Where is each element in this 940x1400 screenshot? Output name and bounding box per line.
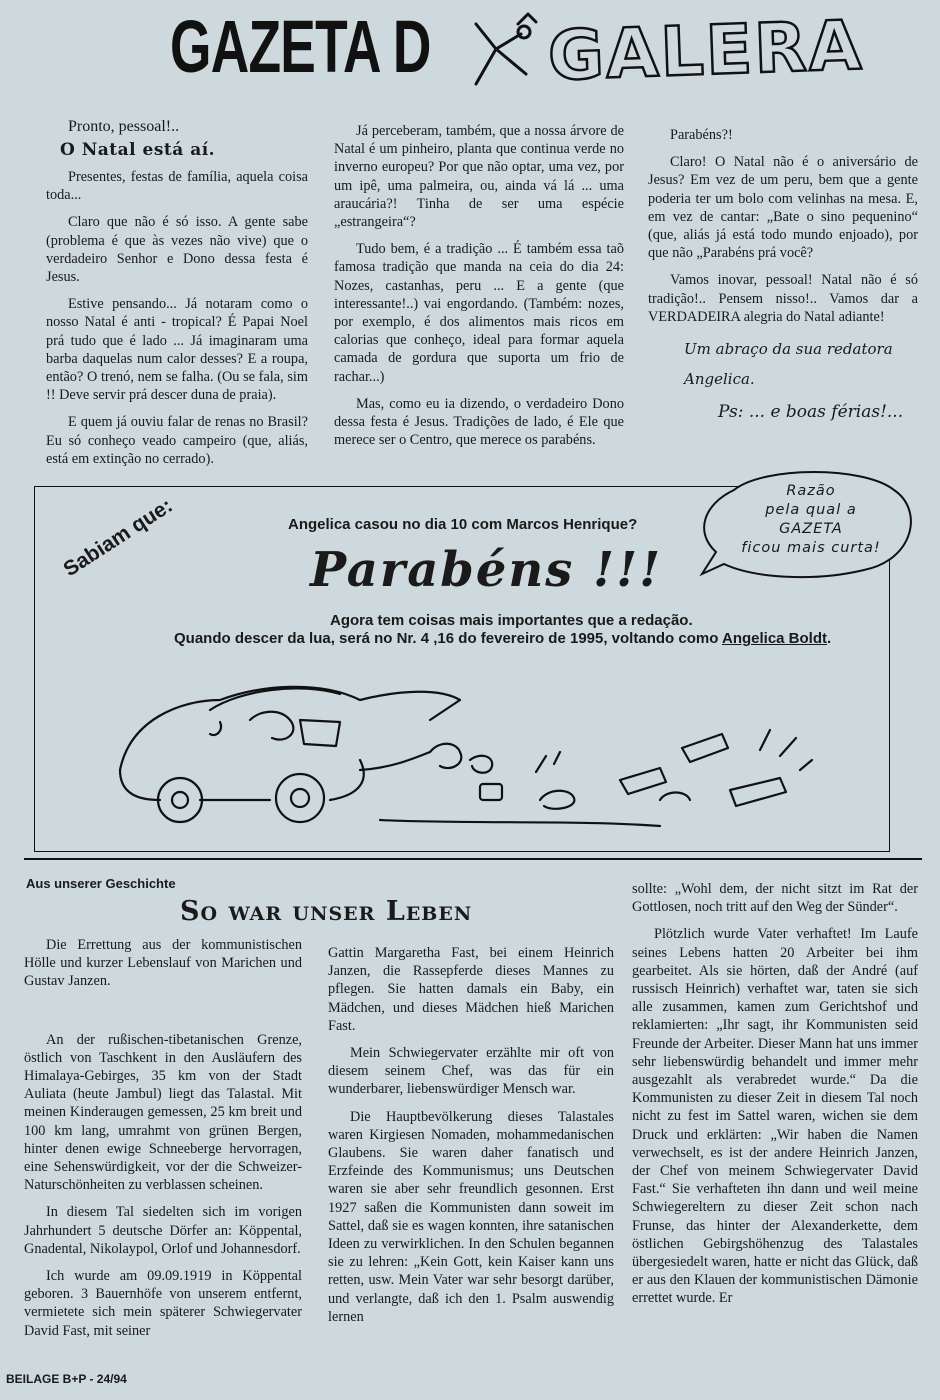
- paragraph: Vamos inovar, pessoal! Natal não é só tradição!.. Pensem nisso!.. Vamos dar a VERDADEIRA alegria do Natal adiante!: [648, 272, 918, 325]
- paragraph: Parabéns?!: [670, 127, 733, 143]
- bubble-line: GAZETA: [779, 521, 843, 537]
- section-tag: Aus unserer Geschichte: [26, 876, 176, 891]
- masthead-title-right: GALERA: [546, 6, 865, 97]
- bubble-line: Razão: [786, 483, 836, 499]
- masthead: [170, 4, 865, 104]
- paragraph: Ich wurde am 09.09.1919 in Köppental geboren. 3 Bauernhöfe von unserem entfernt, vermietete sich mein späterer Schwiegervater David Fast, mit seiner: [24, 1268, 302, 1339]
- paragraph: Plötzlich wurde Vater verhaftet! Im Laufe seines Lebens hatten 20 Arbeiter bei ihm gearbeitet. Als sie hörten, daß der André (auf russisch Heinrich) verhaftet war, taten sie sich alle zusammen, kamen zum Gerichtshof und reklamierten: „Ihr sagt, ihr Kommunisten seid Freunde der Arbeiter. Dieser Mann hat uns immer sehr liebenswürdig behandelt und immer mehr ausgezahlt als verabredet wurde.“ Da die Kommunisten zu dieser Zeit in diesem Tal noch nicht zu fest im Sattel waren, wichen sie dem Druck und erklärten: „Wir haben die Namen verwechselt, es ist der andere Heinrich Janzen, der Chef von meinem Schwiegervater David Fast.“ Sie verhafteten ihn dann und weil meine Schwiegereltern zu dieser Zeit schon nach Frunse, das hinter der Alexanderkette, dem östlichen Gebirgshöhenzug des Talastales übergesiedelt waren, hatte er nicht das Glück, daß er aus den Klauen der kommunistischen Dämonie errettet wurde. Er: [632, 926, 918, 1307]
- article-intro: Die Errettung aus der kommunistischen Hölle und kurzer Lebenslauf von Marichen und Gustav Janzen.: [24, 937, 302, 990]
- paragraph: In diesem Tal siedelten sich im vorigen Jahrhundert 5 deutsche Dörfer an: Köppental, Gnadental, Nikolaypol, Orlof und Johannesdorf.: [24, 1204, 302, 1257]
- de-column-1: [24, 936, 302, 1349]
- car-cartoon-illustration: [100, 660, 820, 840]
- greeting: Pronto, pessoal!..: [68, 118, 180, 135]
- section-divider: [24, 858, 922, 860]
- page-footer: BEILAGE B+P - 24/94: [6, 1372, 127, 1386]
- pt-column-1: [46, 118, 308, 477]
- paragraph: Gattin Margaretha Fast, bei einem Heinrich Janzen, die Rassepferde dieses Mannes zu pflegen. Sie hatten damals ein Baby, ein Mädchen, und dieses Mädchen hieß Marichen Fast.: [328, 945, 614, 1034]
- paragraph: Tudo bem, é a tradição ... É também essa taõ famosa tradição que manda na ceia do dia 24: Nozes, castanhas, peru ... E a gente (que interessante!..) vai engordando. (Também: nozes, por exemplo, é dos alimentos mais ricos em calorias que conheço, ideal para formar aquela camada de gordura que suporta um frio de rachar...): [334, 241, 624, 385]
- paragraph: Presentes, festas de família, aquela coisa toda...: [46, 169, 308, 204]
- signature-line: Um abraço da sua redatora: [684, 340, 893, 359]
- notice-line-1: Angelica casou no dia 10 com Marcos Henrique?: [288, 516, 638, 533]
- bubble-line: ficou mais curta!: [741, 540, 881, 556]
- notice-name: Angelica Boldt: [721, 630, 827, 647]
- cartoon-face-icon: [466, 4, 546, 94]
- bubble-text: [716, 482, 906, 558]
- de-column-3: [632, 880, 918, 1317]
- pt-column-3: [648, 126, 918, 422]
- paragraph: Já perceberam, também, que a nossa árvore de Natal é um pinheiro, planta que continua verde no inverno europeu? Por que não optar, uma vez, por um ipê, uma palmeira, ou, ainda vá lá ... uma araucária?! Tinha de ser uma espécie „estrangeira“?: [334, 123, 624, 231]
- bubble-line: pela qual a: [765, 502, 857, 518]
- paragraph: Estive pensando... Já notaram como o nosso Natal é anti - tropical? É Papai Noel prá tudo que é lado ... Já imaginaram uma barba daquelas num calor desses? E a roupa, então? O trenó, nem se falha. (Ou se fala, sim !! Deve servir prá descer duna de praia).: [46, 296, 308, 404]
- paragraph: Claro que não é só isso. A gente sabe (problema é que às vezes não vive) que o verdadeiro Senhor e Dono dessa festa é Jesus.: [46, 214, 308, 286]
- notice-line-3-end: .: [827, 630, 832, 647]
- notice-line-3-text: Quando descer da lua, será no Nr. 4 ,16 do fevereiro de 1995, voltando como: [174, 630, 719, 647]
- de-column-2: [328, 944, 614, 1335]
- article-headline: So war unser Leben: [180, 896, 473, 927]
- paragraph: E quem já ouviu falar de renas no Brasil? Eu só conheço veado campeiro (que, aliás, está em extinção no cerrado).: [46, 414, 308, 467]
- masthead-title-left: GAZETA D: [170, 5, 431, 88]
- paragraph: An der rußischen-tibetanischen Grenze, östlich von Taschkent in den Ausläufern des Himalaya-Gebirges, 35 km von der Stadt Auliata (heute Jambul) liegt das Talastal. Mit meinen Kinderaugen gemessen, 25 km breit und 100 km lang, umrahmt von grünen Bergen, hinter denen ewige Schneeberge hervorragen, eine Sehenswürdigkeit, vor der die Schweizer-Naturschönheiten zu verblassen scheinen.: [24, 1031, 302, 1194]
- paragraph: sollte: „Wohl dem, der nicht sitzt im Rat der Gottlosen, noch tritt auf den Weg der Sünder“.: [632, 881, 918, 916]
- paragraph: Die Hauptbevölkerung dieses Talastales waren Kirgiesen Nomaden, mohammedanischen Glaubens. Sie waren daher fanatisch und Erzfeinde des Kommunismus; uns Deutschen waren sie aber sehr freundlich gesonnen. Erst 1927 saßen die Kommunisten dann soweit im Sattel, daß sie es wagen konnten, ihre satanischen Ideen zu verwirklichen. In den Schulen begannen sie zu lehren: „Kein Gott, kein Kaiser kann uns retten, usw. Mein Vater war sehr besorgt darüber, und verlangte, daß ich den 1. Psalm auswendig lernen: [328, 1108, 614, 1325]
- signature-name: Angelica.: [684, 370, 755, 389]
- paragraph: Claro! O Natal não é o aniversário de Jesus? Em vez de um peru, bem que a gente poderia ter um bolo com velinhas na mesa. E, em vez de cantar: „Bate o sino pequenino“ (que, aliás já está todo mundo enjoado), por que não „Parabéns prá você?: [648, 154, 918, 262]
- subheading: O Natal está aí.: [60, 140, 216, 160]
- paragraph: Mein Schwiegervater erzählte mir oft von diesem seinem Chef, was das für ein wunderbarer, liebenswürdiger Mensch war.: [328, 1045, 614, 1098]
- notice-line-3: [174, 630, 831, 647]
- parabens-heading: Parabéns !!!: [310, 542, 663, 598]
- sabiam-label: Sabiam que:: [59, 493, 177, 582]
- notice-line-2: Agora tem coisas mais importantes que a redação.: [330, 612, 693, 629]
- pt-column-2: [334, 122, 624, 458]
- postscript: Ps: ... e boas férias!...: [718, 402, 904, 423]
- paragraph: Mas, como eu ia dizendo, o verdadeiro Dono dessa festa é Jesus. Tradições de lado, é Ele que merece ser o Centro, que merece os parabéns.: [334, 395, 624, 449]
